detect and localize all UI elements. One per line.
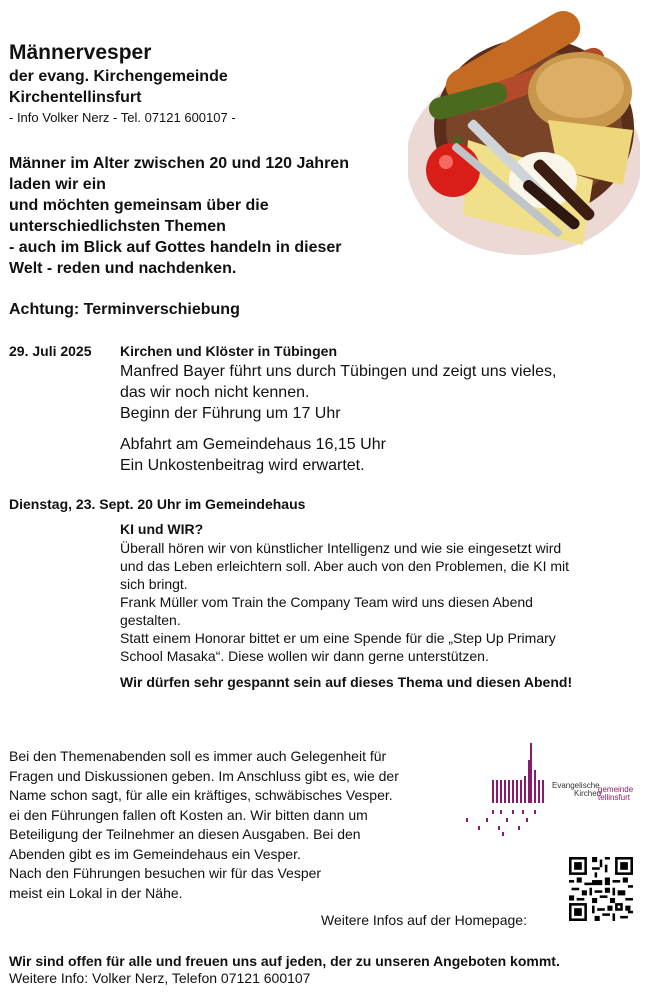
contact-info: - Info Volker Nerz - Tel. 07121 600107 - <box>9 110 236 125</box>
logo-text-tellinsfurt: tellinsfurt <box>598 793 631 802</box>
intro-line: laden wir ein <box>9 176 106 193</box>
logo-text-evangelische: Evangelische <box>552 781 600 790</box>
footer-line: meist ein Lokal in der Nähe. <box>9 884 183 901</box>
subtitle-church: der evang. Kirchengemeinde <box>9 68 228 85</box>
event2-description <box>120 539 632 665</box>
footer-line: Beteiligung der Teilnehmer an diesen Ausgaben. Bei den <box>9 826 361 842</box>
intro-text <box>9 153 409 279</box>
subtitle-town: Kirchentellinsfurt <box>9 89 142 106</box>
event2-line: sich bringt. <box>120 576 188 592</box>
event1-desc-2: das wir noch nicht kennen. <box>120 384 310 401</box>
event2-date: Dienstag, 23. Sept. 20 Uhr im Gemeindehaus <box>9 496 306 512</box>
event1-desc-3: Beginn der Führung um 17 Uhr <box>120 405 341 422</box>
logo-text-kirchen: Kirchen <box>574 789 602 798</box>
event2-title: KI und WIR? <box>120 521 204 537</box>
event1-title: Kirchen und Klöster in Tübingen <box>120 343 337 359</box>
intro-line: unterschiedlichsten Themen <box>9 218 226 235</box>
footer-line: Abenden gibt es im Gemeindehaus ein Vesper. <box>9 845 301 862</box>
footer-line: Bei den Themenabenden soll es immer auch Gelegenheit für <box>9 748 387 764</box>
footer-line: Nach den Führungen besuchen wir für das Vesper <box>9 865 322 881</box>
event1-departure: Abfahrt am Gemeindehaus 16,15 Uhr <box>120 436 386 453</box>
intro-line: Welt - reden und nachdenken. <box>9 260 237 277</box>
logo-text-gemeinde: gemeinde <box>598 785 634 794</box>
welcome-statement: Wir sind offen für alle und freuen uns auf jeden, der zu unseren Angeboten kommt. <box>9 953 560 969</box>
event1-date: 29. Juli 2025 <box>9 343 92 359</box>
intro-line: Männer im Alter zwischen 20 und 120 Jahren <box>9 155 349 172</box>
event2-line: gestalten. <box>120 612 181 628</box>
church-logo <box>462 740 640 840</box>
event2-line: School Masaka“. Diese wollen wir dann gerne unterstützen. <box>120 648 489 664</box>
footer-line: Fragen und Diskussionen geben. Im Anschluss gibt es, wie der <box>9 767 399 784</box>
footer-text <box>9 747 459 903</box>
event1-desc-1: Manfred Bayer führt uns durch Tübingen und zeigt uns vieles, <box>120 363 557 380</box>
qr-code[interactable] <box>569 857 633 921</box>
footer-line: ei den Führungen fallen oft Kosten an. Wir bitten dann um <box>9 806 368 823</box>
footer-contact: Weitere Info: Volker Nerz, Telefon 07121 600107 <box>9 970 311 986</box>
homepage-hint: Weitere Infos auf der Homepage: <box>321 912 527 928</box>
event2-line: und das Leben erleichtern soll. Aber auch von den Problemen, die KI mit <box>120 558 570 574</box>
notice-heading: Achtung: Terminverschiebung <box>9 301 240 318</box>
vesper-food-image <box>408 10 640 260</box>
event2-line: Statt einem Honorar bittet er um eine Spende für die „Step Up Primary <box>120 630 556 646</box>
event1-cost: Ein Unkostenbeitrag wird erwartet. <box>120 457 365 474</box>
page-title: Männervesper <box>9 41 152 64</box>
event2-closing: Wir dürfen sehr gespannt sein auf dieses Thema und diesen Abend! <box>120 674 573 690</box>
event2-line: Frank Müller vom Train the Company Team wird uns diesen Abend <box>120 594 533 610</box>
event2-line: Überall hören wir von künstlicher Intelligenz und wie sie eingesetzt wird <box>120 540 562 556</box>
footer-line: Name schon sagt, für alle ein kräftiges, schwäbisches Vesper. <box>9 787 393 803</box>
intro-line: und möchten gemeinsam über die <box>9 197 269 214</box>
intro-line: - auch im Blick auf Gottes handeln in dieser <box>9 239 342 256</box>
